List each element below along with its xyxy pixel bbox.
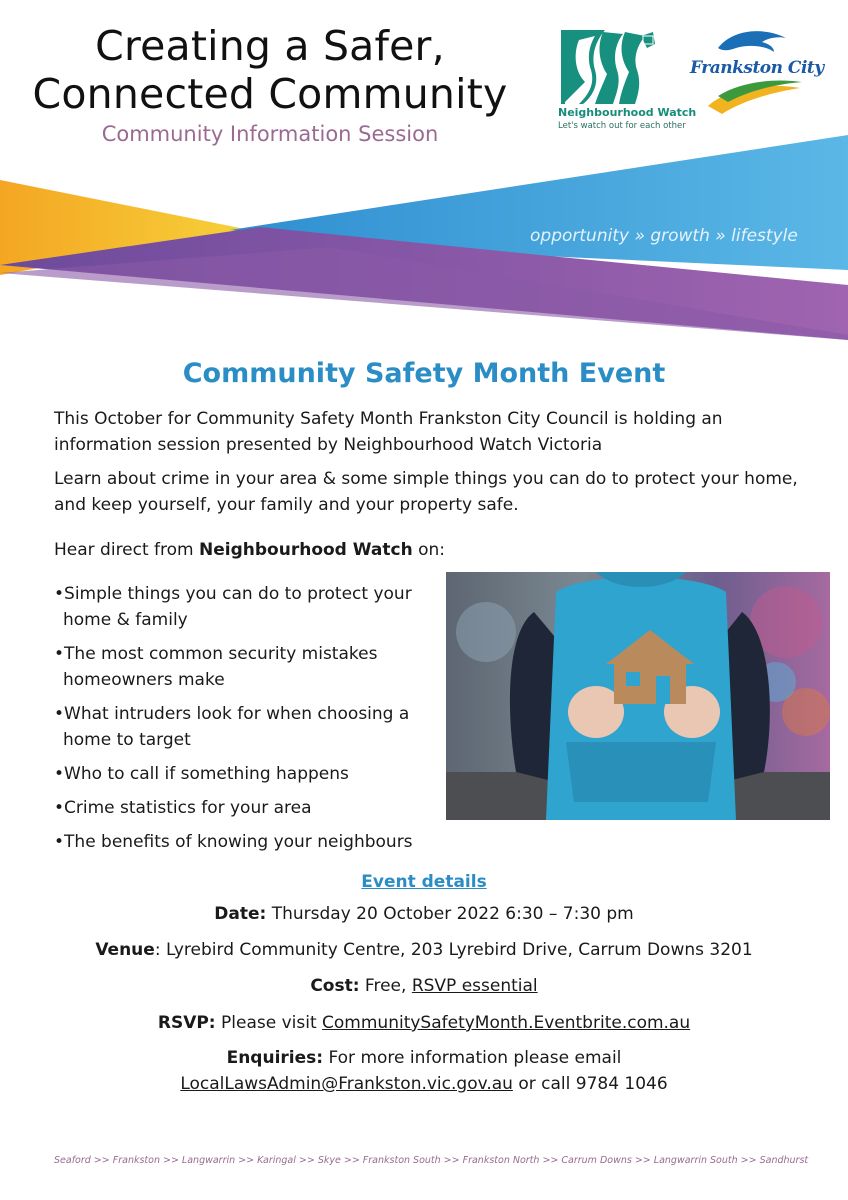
page-subtitle: Community Information Session: [101, 122, 439, 146]
rsvp-essential-link[interactable]: RSVP essential: [411, 976, 538, 996]
detail-date: [0, 901, 848, 927]
hear-direct-paragraph: [54, 537, 814, 563]
child-holding-cardboard-house-photo-icon: [446, 572, 830, 820]
title-block: [20, 22, 520, 146]
banner-tagline: opportunity » growth » lifestyle: [530, 226, 798, 246]
bullet-item: • The benefits of knowing your neighbours: [54, 829, 434, 855]
bullet-item: • The most common security mistakes homeowners make: [54, 641, 434, 693]
venue-value: : Lyrebird Community Centre, 203 Lyrebird Drive, Carrum Downs 3201: [154, 940, 753, 960]
detail-venue: [0, 937, 848, 963]
detail-enquiries: [0, 1045, 848, 1071]
enquiries-label: Enquiries:: [226, 1048, 324, 1068]
neighbourhood-watch-tagline: Let's watch out for each other: [558, 121, 686, 131]
bullet-item: • Simple things you can do to protect your home & family: [54, 581, 434, 633]
rsvp-value: Please visit: [215, 1013, 323, 1033]
enquiries-email-link[interactable]: LocalLawsAdmin@Frankston.vic.gov.au: [180, 1074, 513, 1094]
detail-rsvp: [0, 1010, 848, 1036]
detail-cost: [0, 973, 848, 999]
learn-paragraph: Learn about crime in your area & some simple things you can do to protect your home, and keep yourself, your family and your property safe.: [54, 469, 798, 515]
footer-suburbs: Seaford >> Frankston >> Langwarrin >> Karingal >> Skye >> Frankston South >> Frankston North >> Carrum Downs >> Langwarrin South >> Sandhurst: [54, 1155, 809, 1166]
page-title-line-1: Creating a Safer,: [95, 22, 445, 70]
page-title-line-2: Connected Community: [32, 70, 508, 118]
hear-suffix: on:: [412, 540, 446, 560]
bullet-item: • Crime statistics for your area: [54, 795, 434, 821]
neighbourhood-watch-name: Neighbourhood Watch: [558, 106, 697, 119]
enquiries-value: For more information please email: [323, 1048, 622, 1068]
rsvp-label: RSVP:: [157, 1013, 216, 1033]
topic-bullet-list: [54, 581, 434, 863]
detail-enquiries-contact: [0, 1071, 848, 1097]
bullet-item: • What intruders look for when choosing a home to target: [54, 701, 434, 753]
hear-bold-org: Neighbourhood Watch: [199, 540, 413, 560]
enquiries-phone: or call 9784 1046: [512, 1074, 668, 1094]
eventbrite-link[interactable]: CommunitySafetyMonth.Eventbrite.com.au: [322, 1013, 691, 1033]
cost-label: Cost:: [310, 976, 360, 996]
date-value: Thursday 20 October 2022 6:30 – 7:30 pm: [266, 904, 634, 924]
venue-label: Venue: [95, 940, 155, 960]
event-heading: Community Safety Month Event: [182, 358, 666, 389]
cost-value: Free,: [359, 976, 412, 996]
intro-paragraph: This October for Community Safety Month Frankston City Council is holding an information session presented by Neighbourhood Watch Victoria: [54, 409, 723, 455]
hear-prefix: Hear direct from: [54, 540, 200, 560]
bullet-item: • Who to call if something happens: [54, 761, 434, 787]
frankston-city-name: Frankston City: [690, 58, 824, 78]
date-label: Date:: [214, 904, 267, 924]
event-details-heading: Event details: [361, 872, 487, 892]
